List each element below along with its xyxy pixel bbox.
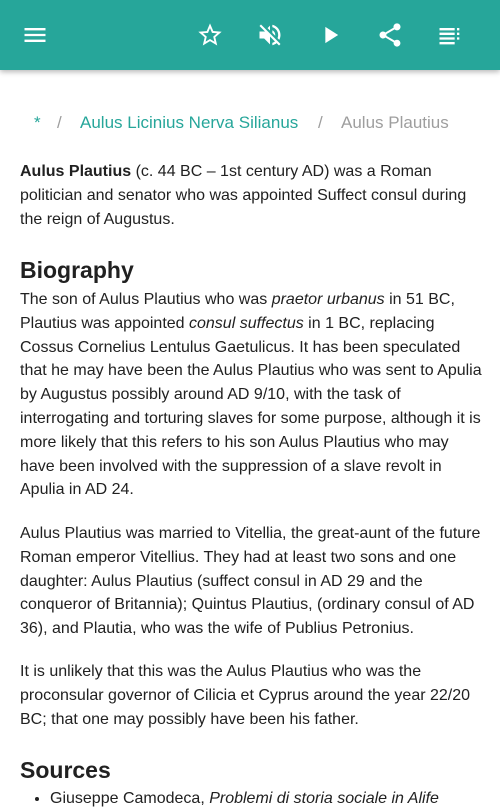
contents-button[interactable]: [430, 15, 470, 55]
breadcrumb-root-link[interactable]: *: [34, 113, 41, 132]
star-icon: [196, 21, 224, 49]
menu-icon: [21, 21, 49, 49]
play-button[interactable]: [310, 15, 350, 55]
bio-text: in 51 BC, Plautius was appointed: [20, 291, 455, 332]
menu-button[interactable]: [15, 15, 55, 55]
bookmark-button[interactable]: [190, 15, 230, 55]
source-title: Problemi di storia sociale in Alife: [209, 790, 439, 807]
list-icon: [436, 21, 464, 49]
source-text: Giuseppe Camodeca,: [50, 790, 210, 807]
share-icon: [376, 21, 404, 49]
breadcrumb-parent-link[interactable]: Aulus Licinius Nerva Silianus: [80, 113, 299, 132]
source-item: [50, 787, 490, 811]
sources-list: [30, 787, 490, 811]
intro-paragraph: [20, 160, 482, 231]
intro-text: (c. 44 BC – 1st century AD) was a Roman politician and senator who was appointed Suffect consul during the reign of Augustus.: [20, 163, 467, 228]
biography-heading: Biography: [20, 257, 134, 283]
breadcrumb-current: Aulus Plautius: [341, 113, 449, 132]
article-subject: Aulus Plautius: [20, 163, 132, 180]
sources-heading: Sources: [20, 757, 111, 783]
mute-button[interactable]: [250, 15, 290, 55]
app-bar: [0, 0, 500, 70]
play-icon: [316, 21, 344, 49]
bio-emphasis: consul suffectus: [189, 314, 304, 332]
bio-text: The son of Aulus Plautius who was: [20, 291, 272, 308]
breadcrumb-separator: /: [318, 113, 323, 132]
bio-text: in 1 BC, replacing Cossus Cornelius Lentulus Gaetulicus. It has been speculated that he may have been the Aulus Plautius who was sent to Apulia by Augustus possibly around AD 9/10, with the task of interrogating and torturing slaves for some purpose, although it is more likely that this refers to his son Aulus Plautius who may have been involved with the suppression of a slave revolt in Apulia in AD 24.: [20, 314, 482, 499]
bio-emphasis: praetor urbanus: [271, 291, 385, 308]
share-button[interactable]: [370, 15, 410, 55]
family-paragraph: Aulus Plautius was married to Vitellia, the great-aunt of the future Roman emperor Vitellius. They had at least two sons and one daughter: Aulus Plautius (suffect consul in AD 29 and the conqueror of Britannia); Quintus Plautius, (ordinary consul of AD 36), and Plautia, who was the wife of Publius Petronius.: [20, 525, 481, 638]
cilicia-paragraph: It is unlikely that this was the Aulus Plautius who was the proconsular governor of Cilicia et Cyprus around the year 22/20 BC; that one may possibly have been his father.: [20, 663, 471, 728]
biography-paragraph: [20, 288, 482, 502]
breadcrumb-separator: /: [57, 113, 62, 132]
volume-off-icon: [256, 21, 284, 49]
